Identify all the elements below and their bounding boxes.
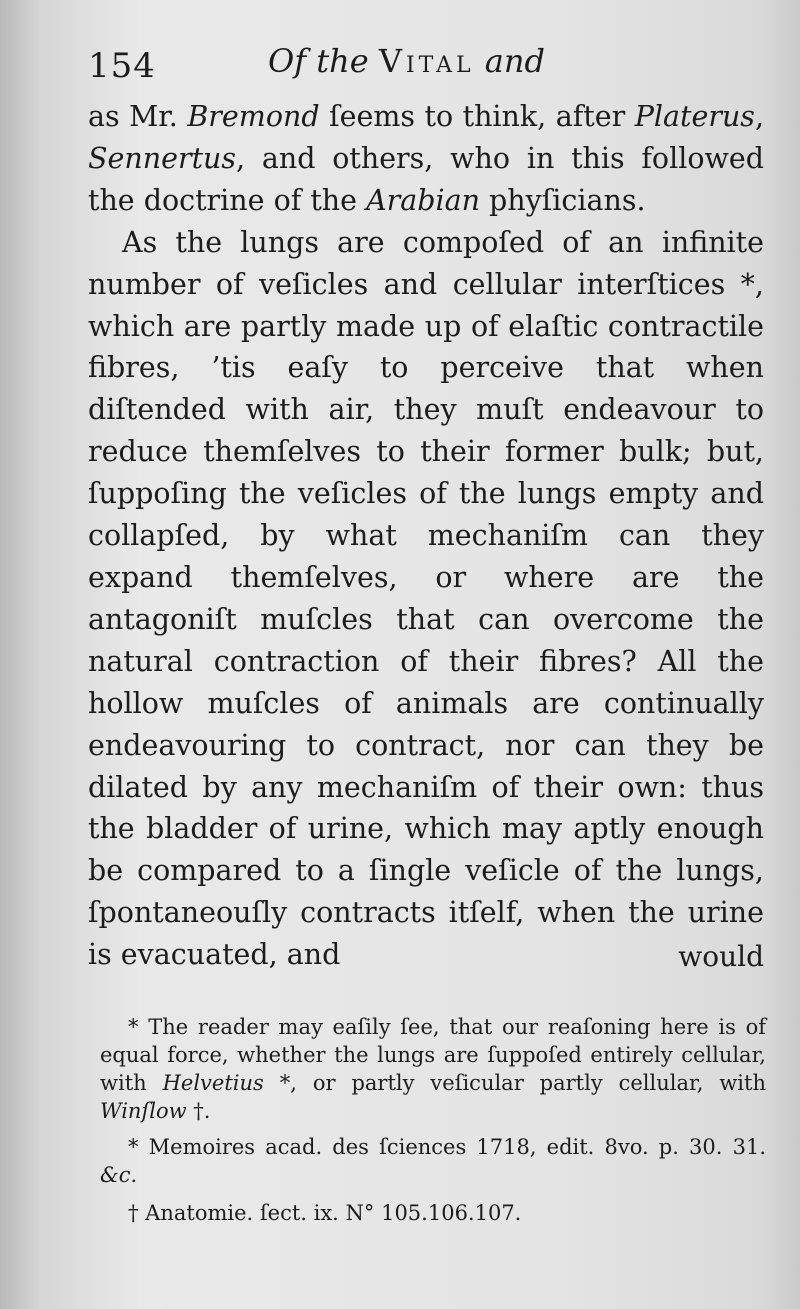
text-run: ſeems to think, after [319,100,635,133]
paragraph-1 [88,96,764,222]
name-bremond: Bremond [187,100,320,133]
footnote-3: † Anatomie. ſect. ix. N° 105.106.107. [128,1201,522,1225]
text-run-etc: &c. [100,1163,138,1187]
footnote-1 [100,1013,766,1125]
name-platerus: Platerus [634,100,755,133]
name-winslow: Winſlow [100,1099,187,1123]
catchword: would [678,940,764,973]
text-run: *, or partly veſicular partly cellular, with [263,1071,766,1095]
running-title [268,42,545,80]
running-title-part-1: Of the [268,42,369,80]
name-helvetius: Helvetius [162,1071,264,1095]
page-number: 154 [88,46,156,86]
running-header [88,42,768,92]
text-run: * The reader may eaſily ſee, that our reaſoning here is of equal force, whether the lungs are ſuppoſed entirely cellular, with [100,1015,766,1095]
text-run: , [754,100,764,133]
text-run: †. [186,1099,211,1123]
text-run: * Memoires acad. des ſciences 1718, edit. 8vo. p. 30. 31. [128,1135,766,1159]
paragraph-2: As the lungs are compoſed of an infinite number of veſicles and cellular interſtices *, which are partly made up of elaſtic contractile fibres, ’tis eaſy to perceive that when diſtended with air, they muſt endeavour to reduce themſelves to their former bulk; but, ſuppoſing the veſicles of the lungs empty and collapſed, by what mechaniſm can they expand themſelves, or where are the antagoniſt muſcles that can overcome the natural contraction of their fibres? All the hollow muſcles of animals are continually endeavouring to contract, nor can they be dilated by any mechaniſm of their own: thus the bladder of urine, which may aptly enough be compared to a ſingle veſicle of the lungs, ſpontaneouſly contracts itſelf, when the urine is evacuated, and [88,225,764,972]
footnote-2 [100,1133,766,1189]
running-title-part-3: and [484,42,545,80]
text-run: as Mr. [88,100,188,133]
word-arabian: Arabian [366,183,480,217]
footnotes [100,1013,766,1227]
text-run: , and others, who in this followed the doctrine of the [88,141,764,217]
main-text [88,96,764,976]
text-run: phyſicians. [479,183,646,217]
running-title-part-2: Vital [378,42,475,80]
name-sennertus: Sennertus [88,141,237,175]
